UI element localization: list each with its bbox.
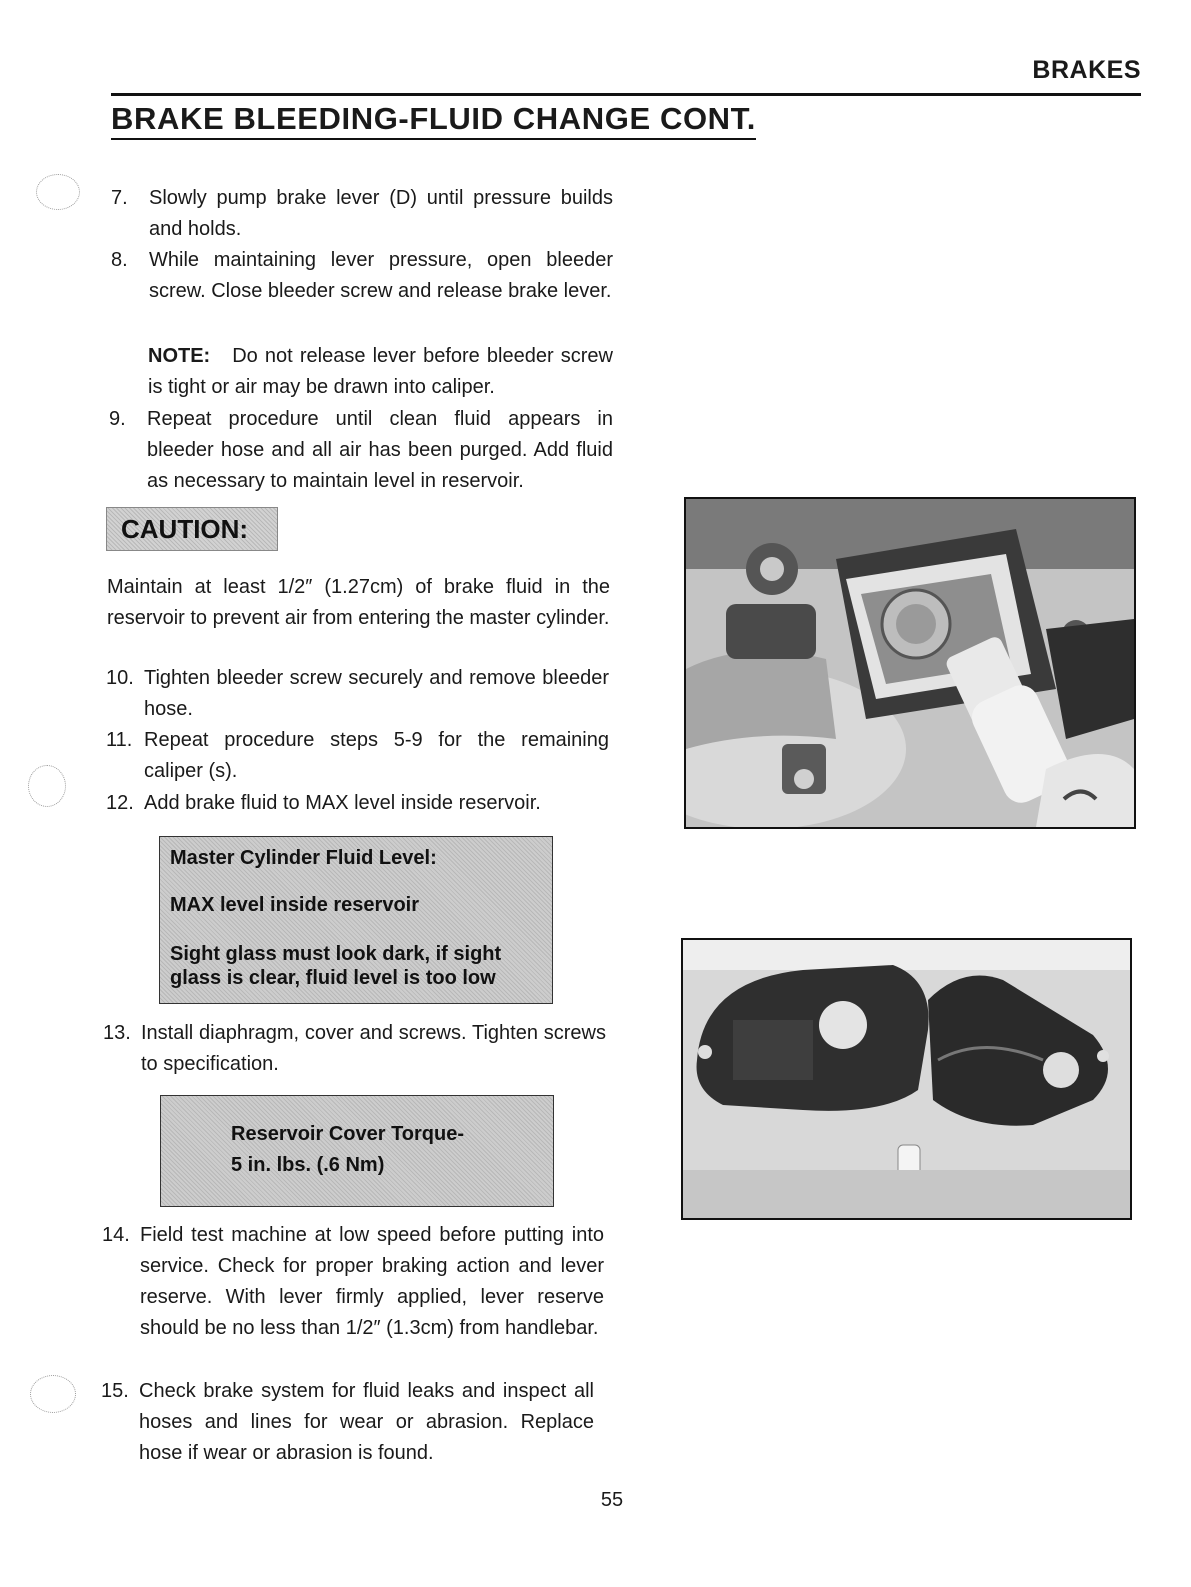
master-cylinder-photo bbox=[684, 497, 1136, 829]
list-item-step-7 bbox=[111, 183, 613, 245]
list-item-step-15 bbox=[101, 1376, 594, 1469]
spec-line: Sight glass must look dark, if sight bbox=[170, 943, 502, 965]
spec-line: MAX level inside reservoir bbox=[170, 894, 420, 916]
step-number: 11. bbox=[106, 729, 133, 751]
step-text: While maintaining lever pressure, open bleeder screw. Close bleeder screw and release brake lever. bbox=[149, 249, 613, 302]
step-number: 13. bbox=[103, 1022, 131, 1044]
step-number: 10. bbox=[106, 667, 134, 689]
step-number: 15. bbox=[101, 1380, 129, 1402]
header-rule bbox=[111, 93, 1141, 96]
spec-line: glass is clear, fluid level is too low bbox=[170, 967, 496, 989]
list-item-step-13 bbox=[103, 1018, 606, 1080]
torque-spec-box bbox=[160, 1095, 554, 1207]
section-heading: BRAKES bbox=[1032, 56, 1141, 84]
step-number: 8. bbox=[111, 249, 128, 271]
step-number: 7. bbox=[111, 187, 128, 209]
note-block bbox=[148, 341, 613, 403]
list-item-step-8 bbox=[111, 245, 613, 307]
step-text: Install diaphragm, cover and screws. Tighten screws to specification. bbox=[141, 1022, 606, 1075]
reservoir-cover-illustration bbox=[683, 940, 1130, 1218]
scan-speck bbox=[28, 765, 66, 807]
step-text: Repeat procedure until clean fluid appears in bleeder hose and all air has been purged. Add fluid as necessary to maintain level in reservoir. bbox=[147, 408, 613, 492]
master-cylinder-illustration bbox=[686, 499, 1134, 827]
note-label: NOTE: bbox=[148, 345, 211, 367]
page-number: 55 bbox=[600, 1489, 624, 1511]
step-text: Repeat procedure steps 5-9 for the remaining caliper (s). bbox=[144, 729, 609, 782]
spec-line: Master Cylinder Fluid Level: bbox=[170, 847, 437, 869]
list-item-step-9 bbox=[109, 404, 613, 497]
scan-speck bbox=[30, 1375, 76, 1413]
list-item-step-12 bbox=[106, 788, 609, 819]
scan-speck bbox=[36, 174, 80, 210]
note-text: Do not release lever before bleeder screw is tight or air may be drawn into caliper. bbox=[148, 345, 613, 398]
reservoir-cover-photo bbox=[681, 938, 1132, 1220]
step-text: Check brake system for fluid leaks and inspect all hoses and lines for wear or abrasion. Replace hose if wear or abrasion is found. bbox=[139, 1380, 594, 1464]
step-number: 14. bbox=[102, 1224, 130, 1246]
fluid-level-spec-box bbox=[159, 836, 553, 1004]
caution-text: Maintain at least 1/2″ (1.27cm) of brake fluid in the reservoir to prevent air from entering the master cylinder. bbox=[107, 576, 610, 629]
step-text: Add brake fluid to MAX level inside reservoir. bbox=[144, 792, 541, 814]
step-text: Slowly pump brake lever (D) until pressure builds and holds. bbox=[149, 187, 613, 240]
step-number: 9. bbox=[109, 408, 126, 430]
list-item-step-11 bbox=[106, 725, 609, 787]
step-text: Field test machine at low speed before putting into service. Check for proper braking action and lever reserve. With lever firmly applied, lever reserve should be no less than 1/2″ (1.3cm) from handlebar. bbox=[140, 1224, 604, 1339]
step-number: 12. bbox=[106, 792, 134, 814]
spec-line: 5 in. lbs. (.6 Nm) bbox=[231, 1154, 385, 1176]
list-item-step-14 bbox=[102, 1220, 604, 1344]
page-title: BRAKE BLEEDING-FLUID CHANGE CONT. bbox=[111, 101, 756, 140]
spec-line: Reservoir Cover Torque- bbox=[231, 1123, 465, 1145]
list-item-step-10 bbox=[106, 663, 609, 725]
caution-label: CAUTION: bbox=[106, 507, 278, 551]
step-text: Tighten bleeder screw securely and remove bleeder hose. bbox=[144, 667, 609, 720]
